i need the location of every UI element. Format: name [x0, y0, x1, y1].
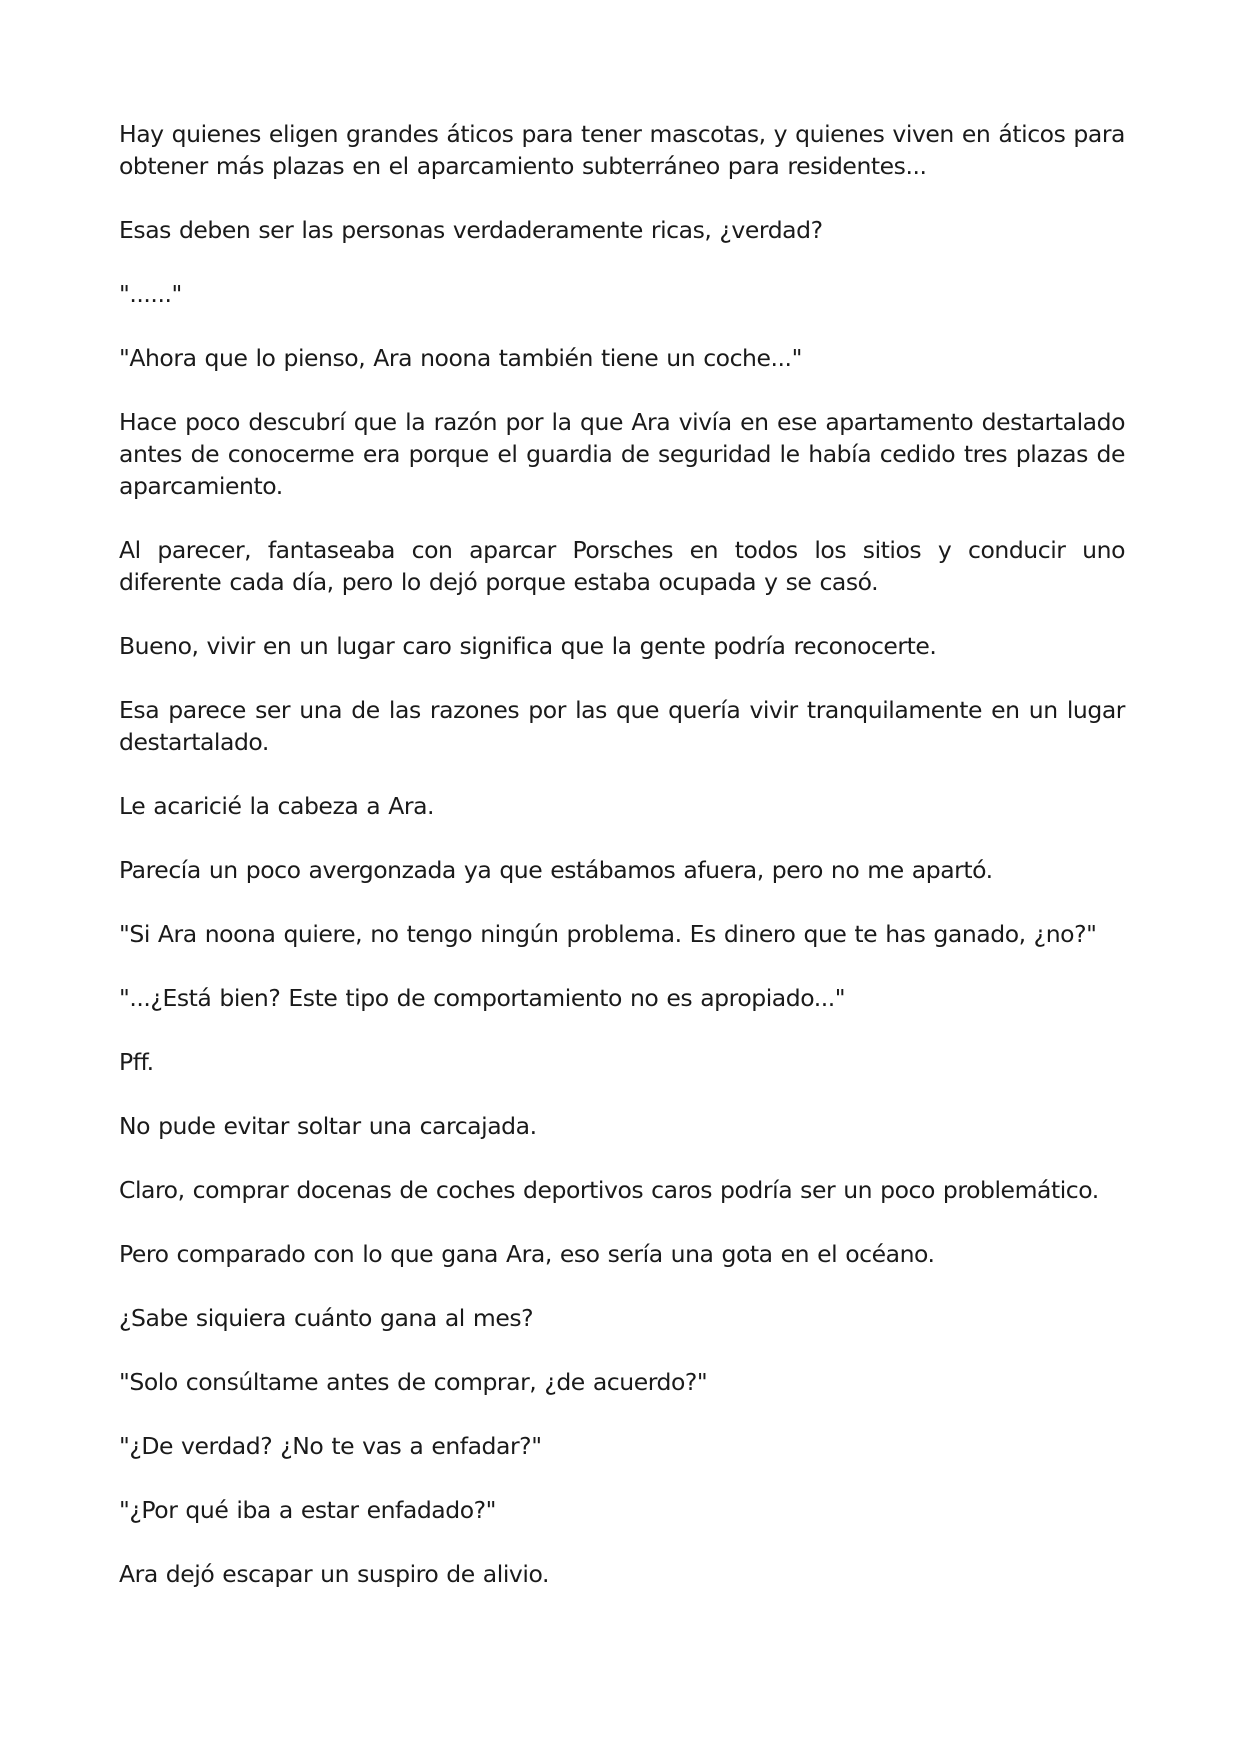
paragraph-8: Esa parece ser una de las razones por las que quería vivir tranquilamente en un lugar destartalado. [119, 696, 1125, 756]
paragraph-1: Hay quienes eligen grandes áticos para tener mascotas, y quienes viven en áticos para obtener más plazas en el aparcamiento subterráneo para residentes... [119, 120, 1125, 180]
paragraph-6: Al parecer, fantaseaba con aparcar Porsches en todos los sitios y conducir uno diferente cada día, pero lo dejó porque estaba ocupada y se casó. [119, 536, 1125, 596]
paragraph-5: Hace poco descubrí que la razón por la que Ara vivía en ese apartamento destartalado antes de conocerme era porque el guardia de seguridad le había cedido tres plazas de aparcamiento. [119, 408, 1125, 500]
paragraph-13: Pff. [119, 1048, 154, 1076]
paragraph-20: "¿Por qué iba a estar enfadado?" [119, 1496, 497, 1524]
paragraph-19: "¿De verdad? ¿No te vas a enfadar?" [119, 1432, 542, 1460]
paragraph-2: Esas deben ser las personas verdaderamente ricas, ¿verdad? [119, 216, 823, 244]
paragraph-21: Ara dejó escapar un suspiro de alivio. [119, 1560, 549, 1588]
paragraph-12: "...¿Está bien? Este tipo de comportamiento no es apropiado..." [119, 984, 846, 1012]
paragraph-3: "......" [119, 280, 182, 308]
paragraph-9: Le acaricié la cabeza a Ara. [119, 792, 435, 820]
paragraph-15: Claro, comprar docenas de coches deportivos caros podría ser un poco problemático. [119, 1176, 1099, 1204]
paragraph-4: "Ahora que lo pienso, Ara noona también tiene un coche..." [119, 344, 802, 372]
paragraph-7: Bueno, vivir en un lugar caro significa que la gente podría reconocerte. [119, 632, 937, 660]
paragraph-18: "Solo consúltame antes de comprar, ¿de acuerdo?" [119, 1368, 708, 1396]
paragraph-16: Pero comparado con lo que gana Ara, eso sería una gota en el océano. [119, 1240, 935, 1268]
paragraph-11: "Si Ara noona quiere, no tengo ningún problema. Es dinero que te has ganado, ¿no?" [119, 920, 1097, 948]
paragraph-17: ¿Sabe siquiera cuánto gana al mes? [119, 1304, 534, 1332]
paragraph-14: No pude evitar soltar una carcajada. [119, 1112, 537, 1140]
document-page [119, 118, 1125, 1622]
paragraph-10: Parecía un poco avergonzada ya que estábamos afuera, pero no me apartó. [119, 856, 993, 884]
